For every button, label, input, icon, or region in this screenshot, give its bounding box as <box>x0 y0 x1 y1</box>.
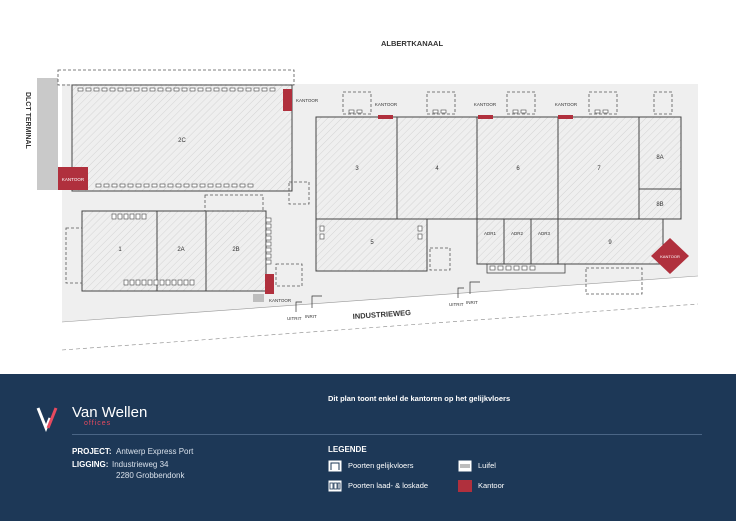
footer-panel <box>0 374 736 521</box>
unit-label-7: 7 <box>597 166 601 172</box>
office-label-2b: KANTOOR <box>269 298 292 303</box>
brand-sub: offices <box>84 420 112 427</box>
canopy-legend-icon <box>458 460 472 472</box>
canal-label: ALBERTKANAAL <box>380 39 444 48</box>
unit-label-8b: 8B <box>656 202 664 208</box>
legend-label-canopy: Luifel <box>478 461 496 470</box>
location-key: LIGGING: <box>72 460 109 469</box>
unit-label-adr1: ADR1 <box>483 231 497 236</box>
office-legend-icon <box>458 480 472 492</box>
ground-door-legend-icon <box>328 460 342 472</box>
office-2b <box>265 274 274 294</box>
unit-adr1 <box>477 219 504 264</box>
location-line1: Industrieweg 34 <box>112 460 169 469</box>
office-label-3: KANTOOR <box>374 102 398 107</box>
exit-label-east: UITRIT <box>449 302 464 307</box>
exit-label-west: UITRIT <box>287 316 302 321</box>
unit-label-adr2: ADR2 <box>510 231 524 236</box>
office-label-9: KANTOOR <box>660 254 680 259</box>
unit-label-2b: 2B <box>232 247 240 253</box>
office-label-2c-west: KANTOOR <box>61 177 85 182</box>
office-label-2c-east: KANTOOR <box>296 98 319 103</box>
road-label: INDUSTRIEWEG <box>352 307 412 322</box>
unit-label-4: 4 <box>435 166 439 172</box>
location-line2: 2280 Grobbendonk <box>116 471 185 480</box>
office-3 <box>378 115 393 119</box>
unit-label-adr3: ADR3 <box>537 231 551 236</box>
plan-note: Dit plan toont enkel de kantoren op het gelijkvloers <box>328 394 511 403</box>
dock-door-legend-icon <box>328 480 342 492</box>
unit-label-3: 3 <box>355 166 359 172</box>
unit-8a <box>639 117 681 189</box>
unit-label-9: 9 <box>608 240 612 246</box>
entry-label-west: INRIT <box>305 314 317 319</box>
unit-label-5: 5 <box>370 240 374 246</box>
terminal-label: DLCT TERMINAL <box>24 92 31 149</box>
legend-title: LEGENDE <box>328 445 367 454</box>
canopy-2c <box>58 70 294 85</box>
office-2c-east <box>283 89 292 111</box>
unit-label-2a: 2A <box>177 247 185 253</box>
footer-divider <box>72 434 702 435</box>
unit-adr2 <box>504 219 531 264</box>
project-key: PROJECT: <box>72 447 112 456</box>
entry-label-east: INRIT <box>466 300 478 305</box>
legend-label-dock-doors: Poorten laad- & loskade <box>348 481 429 490</box>
office-6 <box>478 115 493 119</box>
office-label-6: KANTOOR <box>473 102 497 107</box>
project-value: Antwerp Express Port <box>116 447 194 456</box>
legend-label-office: Kantoor <box>478 481 505 490</box>
office-label-7: KANTOOR <box>554 102 578 107</box>
van-wellen-logo-icon <box>36 404 68 432</box>
unit-label-2c: 2C <box>178 138 186 144</box>
unit-label-1: 1 <box>118 247 122 253</box>
unit-adr3 <box>531 219 558 264</box>
legend-label-ground-doors: Poorten gelijkvloers <box>348 461 414 470</box>
office-7 <box>558 115 573 119</box>
unit-label-8a: 8A <box>656 155 664 161</box>
brand-name: Van Wellen <box>72 404 148 421</box>
canopy-2b-entrance <box>253 294 264 302</box>
unit-label-6: 6 <box>516 166 520 172</box>
terminal-strip <box>37 78 58 190</box>
